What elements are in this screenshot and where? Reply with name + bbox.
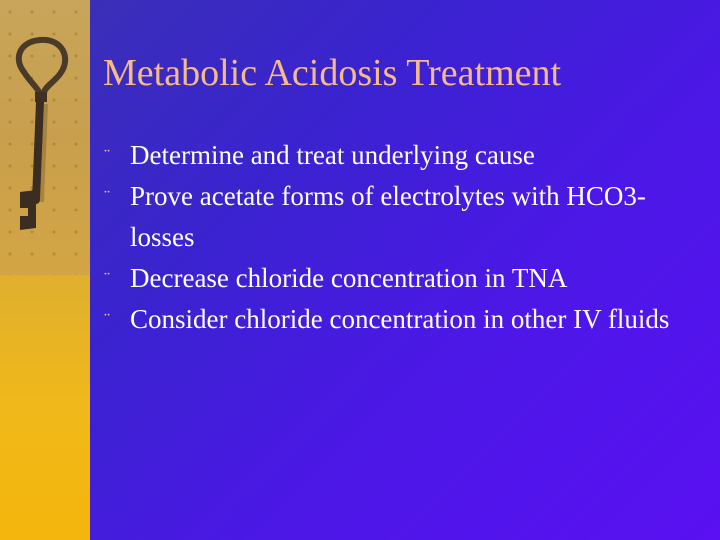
bullet-diamond-icon: ¨ (104, 268, 110, 288)
bullet-item (103, 299, 703, 340)
bullet-diamond-icon: ¨ (104, 186, 110, 206)
bullet-text: Determine and treat underlying cause (130, 140, 535, 170)
left-decorative-strip (0, 0, 90, 540)
bullet-diamond-icon: ¨ (104, 145, 110, 165)
bullet-item (103, 135, 703, 176)
slide-title: Metabolic Acidosis Treatment (103, 52, 562, 94)
bullet-text: Consider chloride concentration in other IV fluids (130, 304, 670, 334)
bullet-list (103, 135, 703, 340)
bullet-text: Prove acetate forms of electrolytes with HCO3- losses (130, 181, 646, 252)
bullet-diamond-icon: ¨ (104, 309, 110, 329)
bullet-text: Decrease chloride concentration in TNA (130, 263, 568, 293)
bullet-item (103, 258, 703, 299)
bullet-item (103, 176, 703, 258)
key-image (0, 30, 90, 270)
